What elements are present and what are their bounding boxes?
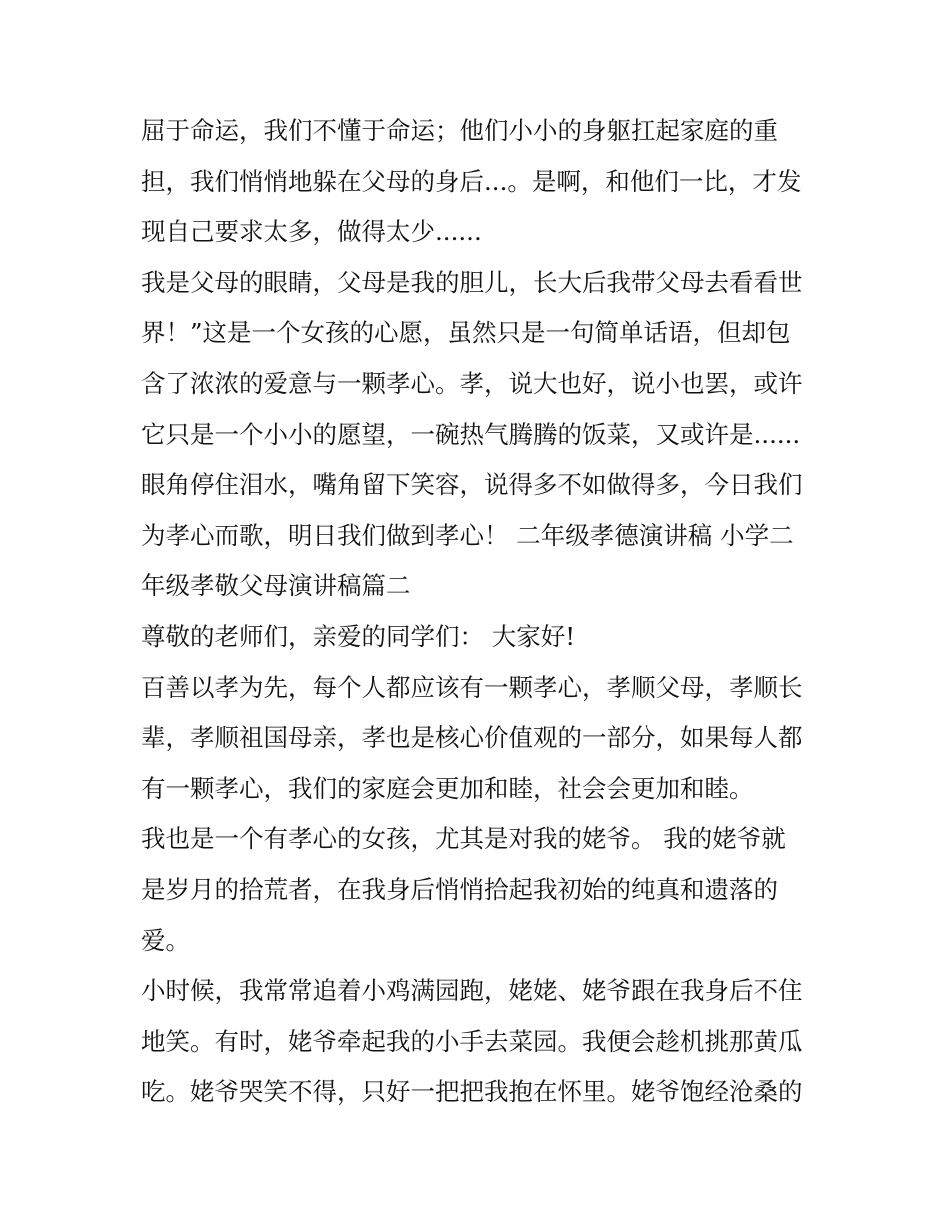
text-line: 百善以孝为先，每个人都应该有一颗孝心，孝顺父母，孝顺长 <box>141 672 803 702</box>
text-line: 爱。 <box>141 925 190 955</box>
text-line: 现自己要求太多，做得太少...... <box>141 217 482 247</box>
text-line: 地笑。有时，姥爷牵起我的小手去菜园。我便会趁机挑那黄瓜 <box>141 1026 803 1056</box>
text-line: 界！”这是一个女孩的心愿，虽然只是一句简单话语，但却包 <box>141 318 791 348</box>
text-line: 是岁月的拾荒者，在我身后悄悄拾起我初始的纯真和遗落的 <box>141 874 778 904</box>
text-line: 年级孝敬父母演讲稿篇二 <box>141 571 411 601</box>
text-line: 我也是一个有孝心的女孩，尤其是对我的姥爷。 我的姥爷就 <box>141 824 786 854</box>
text-line: 辈，孝顺祖国母亲，孝也是核心价值观的一部分，如果每人都 <box>141 723 803 753</box>
text-line: 它只是一个小小的愿望，一碗热气腾腾的饭菜，又或许是...... <box>141 419 801 449</box>
document-body <box>141 106 821 1118</box>
text-line: 有一颗孝心，我们的家庭会更加和睦，社会会更加和睦。 <box>141 773 754 803</box>
text-line: 含了浓浓的爱意与一颗孝心。孝，说大也好，说小也罢，或许 <box>141 368 803 398</box>
text-line: 我是父母的眼睛，父母是我的胆儿，长大后我带父母去看看世 <box>141 267 803 297</box>
text-line: 担，我们悄悄地躲在父母的身后...。是啊，和他们一比，才发 <box>141 166 802 196</box>
text-line: 眼角停住泪水，嘴角留下笑容，说得多不如做得多，今日我们 <box>141 470 803 500</box>
text-line: 小时候，我常常追着小鸡满园跑，姥姥、姥爷跟在我身后不住 <box>141 976 803 1006</box>
text-line: 吃。姥爷哭笑不得，只好一把把我抱在怀里。姥爷饱经沧桑的 <box>141 1077 803 1107</box>
text-line: 屈于命运，我们不懂于命运；他们小小的身躯扛起家庭的重 <box>141 116 778 145</box>
text-line: 为孝心而歌，明日我们做到孝心！ 二年级孝德演讲稿 小学二 <box>141 520 794 550</box>
text-line: 尊敬的老师们，亲爱的同学们： 大家好! <box>141 621 576 651</box>
